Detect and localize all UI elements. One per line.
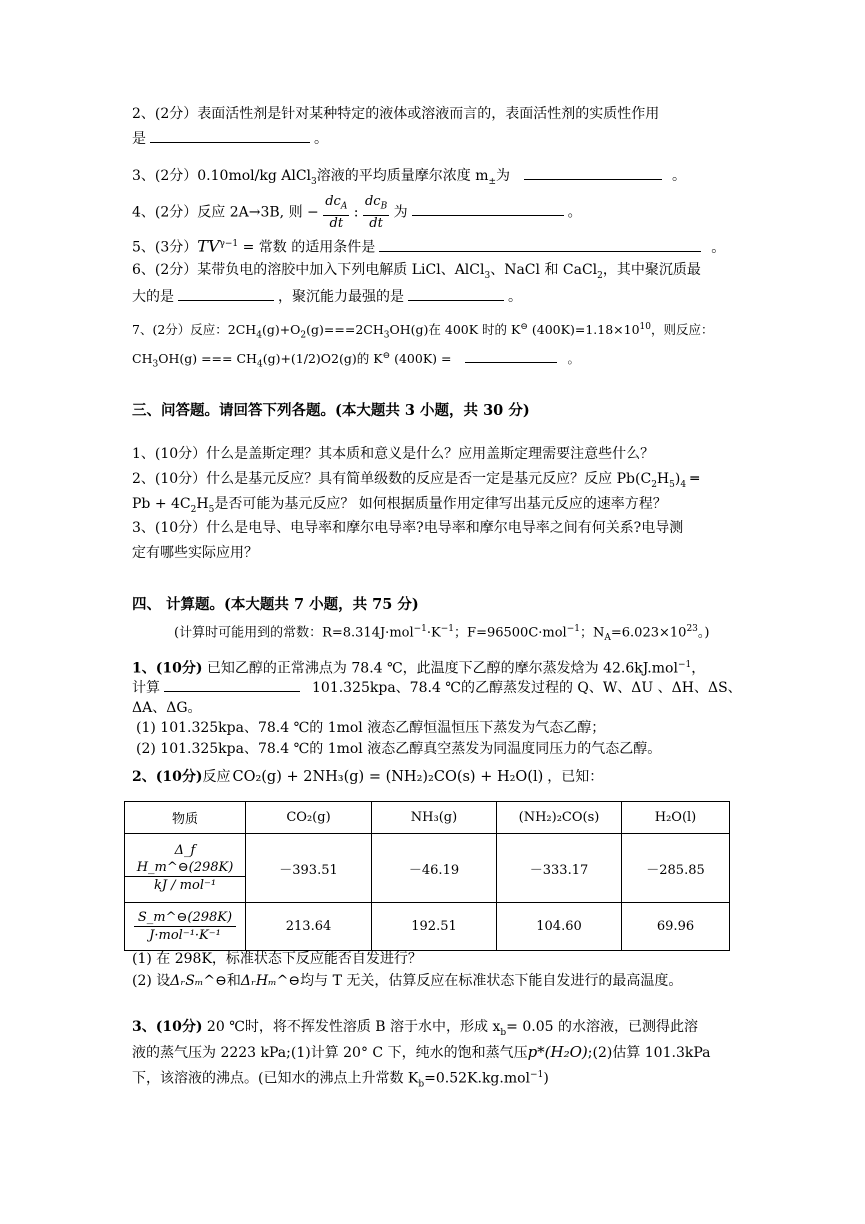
q4-text: 4、(2分）反应 2A→3B, 则 bbox=[132, 204, 303, 221]
q2-end: 。 bbox=[314, 131, 328, 147]
p1-t1: 已知乙醇的正常沸点为 78.4 ℃，此温度下乙醇的摩尔蒸发焓为 42.6kJ.mol bbox=[202, 660, 678, 677]
q2-text: 2、(2分）表面活性剂是针对某种特定的液体或溶液而言的，表面活性剂的实质性作用 bbox=[132, 106, 660, 122]
p2-q1: (1) 在 298K，标准状态下反应能否自发进行？ bbox=[132, 951, 422, 967]
s3q2-t3: ) bbox=[674, 471, 681, 487]
q7-t2: (g)+O bbox=[261, 322, 301, 338]
p2q2-t2: 和 bbox=[226, 973, 241, 989]
q4-line bbox=[132, 194, 582, 231]
p3-line2 bbox=[132, 1042, 710, 1063]
s3q2-t7: 是否可能为基元反应？ 如何根据质量作用定律写出基元反应的速率方程？ bbox=[214, 496, 667, 512]
q3-answer-blank[interactable] bbox=[524, 165, 662, 180]
q3-pm: ± bbox=[488, 176, 497, 187]
q7-s1: 4 bbox=[256, 330, 262, 341]
s3q2-s1: 2 bbox=[651, 479, 657, 490]
q4-den-a: dt bbox=[329, 215, 344, 231]
p3-t1: 20 ℃时，将不挥发性溶质 B 溶于水中，形成 x bbox=[202, 1019, 501, 1035]
q7-t7: CH bbox=[132, 351, 153, 367]
q4-num-a: dc bbox=[325, 194, 341, 209]
const-t5: =6.023×10 bbox=[610, 625, 687, 641]
p3-num: 3、(10分) bbox=[132, 1019, 203, 1035]
q6-text1c: ，其中聚沉质最 bbox=[602, 262, 701, 278]
q4-den-b: dt bbox=[369, 215, 383, 231]
p1-t2b: 101.325kpa、78.4 ℃的乙醇蒸发过程的 Q、W、ΔU 、ΔH、ΔS、 bbox=[312, 680, 742, 696]
q2-answer-blank[interactable] bbox=[150, 128, 310, 143]
s3q2-s3: 4 bbox=[680, 479, 687, 490]
p3-line1 bbox=[132, 1017, 698, 1043]
q6-text1: 6、(2分）某带负电的溶胶中加入下列电解质 LiCl、AlCl bbox=[132, 262, 485, 278]
q6-text2b: ，聚沉能力最强的是 bbox=[278, 289, 404, 305]
s3q2-t4: ═ bbox=[686, 471, 699, 487]
row1-h2o: －285.85 bbox=[622, 834, 730, 903]
s3q2-t5: Pb + 4C bbox=[132, 496, 191, 512]
q7-t9: (g)+(1/2)O2(g)的 K bbox=[262, 351, 383, 367]
s3q2-s4: 2 bbox=[190, 504, 197, 515]
q7-t6: ，则反应： bbox=[650, 322, 714, 338]
const-e2: −1 bbox=[440, 624, 455, 634]
p3-t3b: =0.52K.kg.mol bbox=[424, 1070, 531, 1087]
q6-text2a: 大的是 bbox=[132, 289, 174, 305]
q5-text2: 的适用条件是 bbox=[286, 239, 376, 256]
q4-colon: : bbox=[353, 204, 359, 221]
p2-tb: ，已知： bbox=[547, 769, 604, 785]
q6-line2 bbox=[132, 286, 522, 307]
q7-t4: OH(g)在 400K 时的 K bbox=[389, 322, 521, 338]
p2-ta: 反应 bbox=[202, 769, 231, 785]
q7-s2: 2 bbox=[300, 330, 307, 341]
q4-num-b: dc bbox=[364, 194, 381, 209]
p1-line2 bbox=[132, 677, 742, 698]
row1-co2: －393.51 bbox=[246, 834, 372, 903]
p1-t1end: ， bbox=[691, 660, 706, 677]
q3-line bbox=[132, 165, 686, 192]
p3-t3c: ) bbox=[543, 1070, 549, 1087]
q4-text2: 为 bbox=[393, 204, 408, 221]
p1-line1 bbox=[132, 655, 705, 679]
q7-theta2: ⊖ bbox=[382, 351, 391, 361]
q7-t8: OH(g) === CH bbox=[158, 351, 257, 367]
table-header-row bbox=[125, 802, 730, 834]
row2-label-den: J·mol⁻¹·K⁻¹ bbox=[149, 928, 221, 943]
q3-end: 。 bbox=[672, 168, 687, 184]
q7-s3: 3 bbox=[383, 330, 390, 341]
s3q2-s5: 5 bbox=[208, 504, 215, 515]
q4-minus: − bbox=[307, 204, 319, 221]
p1-sub2: (2) 101.325kpa、78.4 ℃的 1mol 液态乙醇真空蒸发为同温度同压力的气态乙醇。 bbox=[136, 741, 662, 757]
p2q2-sym1: ΔᵣSₘ^⊖ bbox=[170, 973, 227, 989]
q6-blank-1[interactable] bbox=[178, 286, 274, 301]
p3-s1: b bbox=[500, 1027, 507, 1038]
q6-line1 bbox=[132, 260, 701, 286]
q2-start: 是 bbox=[132, 131, 146, 147]
thermo-table bbox=[124, 801, 730, 951]
q4-fraction-a bbox=[323, 194, 349, 231]
const-s1: A bbox=[604, 632, 611, 643]
q7-t1: 7、(2分）反应：2CH bbox=[132, 322, 257, 338]
th-substance: 物质 bbox=[125, 802, 246, 834]
q7-t3: (g)===2CH bbox=[306, 322, 384, 338]
q7-t10: (400K) = bbox=[390, 351, 452, 367]
p3-t1b: = 0.05 的水溶液，已测得此溶 bbox=[506, 1019, 698, 1035]
row2-label-num: S_m^⊖(298K) bbox=[134, 909, 236, 927]
q7-t5: (400K)=1.18×10 bbox=[527, 322, 640, 338]
q5-answer-blank[interactable] bbox=[379, 237, 701, 252]
const-e4: 23 bbox=[686, 624, 698, 634]
q3-text: 3、(2分）0.10mol/kg AlCl bbox=[132, 168, 312, 184]
q7-line1 bbox=[132, 317, 714, 346]
s3q2-t2: H bbox=[656, 471, 670, 487]
const-t3: ；F=96500C·mol bbox=[454, 625, 567, 641]
s3-q1: 1、(10分）什么是盖斯定理？其本质和意义是什么？应用盖斯定理需要注意些什么？ bbox=[132, 446, 655, 462]
th-nh3: NH₃(g) bbox=[372, 802, 497, 834]
q6-blank-2[interactable] bbox=[408, 286, 504, 301]
s3q2-s2: 5 bbox=[669, 479, 675, 490]
s3q2-t6: H bbox=[196, 496, 209, 512]
p3-sym: p*(H₂O) bbox=[527, 1043, 588, 1061]
const-t4: ；N bbox=[580, 625, 605, 641]
const-t6: 。) bbox=[697, 625, 710, 641]
p3-t3a: 下，该溶液的沸点。(已知水的沸点上升常数 K bbox=[132, 1070, 419, 1087]
q7-s4: 3 bbox=[152, 359, 159, 370]
q5-text: 5、(3分） bbox=[132, 239, 198, 256]
p3-line3 bbox=[132, 1065, 549, 1094]
th-co2: CO₂(g) bbox=[246, 802, 372, 834]
p2-q2 bbox=[132, 971, 682, 991]
q2-line1 bbox=[132, 104, 659, 124]
p3-s2: b bbox=[418, 1079, 425, 1090]
q6-sub2: 2 bbox=[597, 270, 603, 281]
q5-formula: TV bbox=[197, 236, 220, 256]
constants-line bbox=[174, 619, 709, 648]
q7-answer-blank[interactable] bbox=[465, 348, 557, 363]
row1-urea: －333.17 bbox=[497, 834, 622, 903]
q4-fraction-b bbox=[363, 194, 389, 231]
q7-s5: 4 bbox=[256, 359, 263, 370]
q7-exp: 10 bbox=[639, 322, 651, 332]
p1-t2a: 计算 bbox=[132, 680, 160, 696]
row2-label bbox=[125, 903, 246, 951]
q7-line2 bbox=[132, 346, 580, 375]
row2-co2: 213.64 bbox=[246, 903, 372, 951]
q7-end: 。 bbox=[567, 351, 580, 367]
p2-num: 2、(10分) bbox=[132, 769, 203, 785]
q3-text3: 为 bbox=[496, 168, 511, 184]
row2-urea: 104.60 bbox=[497, 903, 622, 951]
q5-eq: = 常数 bbox=[238, 239, 287, 256]
section3-title: 三、问答题。请回答下列各题。(本大题共 3 小题，共 30 分) bbox=[132, 402, 530, 419]
p1-exp: −1 bbox=[677, 660, 692, 670]
s3-q3-line1: 3、(10分）什么是电导、电导率和摩尔电导率?电导率和摩尔电导率之间有何关系?电导测 bbox=[132, 520, 684, 536]
const-e1: −1 bbox=[413, 624, 427, 634]
q2-line2 bbox=[132, 128, 328, 149]
p2-line bbox=[132, 767, 603, 787]
s3q2-t1: 2、(10分）什么是基元反应？具有简单级数的反应是否一定是基元反应？反应 Pb(C bbox=[132, 471, 652, 487]
row1-label-num: Δ_f H_m^⊖(298K) bbox=[125, 842, 245, 877]
q3-sub: 3 bbox=[311, 176, 317, 187]
q4-num-a-sub: A bbox=[340, 201, 348, 212]
const-e3: −1 bbox=[566, 624, 580, 634]
q7-theta: ⊖ bbox=[520, 322, 528, 332]
p1-line3: ΔA、ΔG。 bbox=[132, 700, 202, 716]
q4-num-b-sub: B bbox=[380, 201, 388, 212]
p3-t2a: 液的蒸气压为 2223 kPa;(1)计算 20° C 下，纯水的饱和蒸气压 bbox=[132, 1045, 528, 1061]
row2-nh3: 192.51 bbox=[372, 903, 497, 951]
table-row bbox=[125, 834, 730, 903]
q6-text1b: 、NaCl 和 CaCl bbox=[490, 262, 598, 278]
p3-t2b: ;(2)估算 101.3kPa bbox=[587, 1045, 711, 1061]
p2q2-t1: (2) 设 bbox=[132, 973, 171, 989]
const-t2: ·K bbox=[426, 625, 441, 641]
p2q2-t3: 均与 T 无关，估算反应在标准状态下能自发进行的最高温度。 bbox=[300, 973, 683, 989]
p1-num: 1、(10分) bbox=[132, 660, 203, 677]
q3-text2: 溶液的平均质量摩尔浓度 m bbox=[316, 168, 489, 184]
row2-h2o: 69.96 bbox=[622, 903, 730, 951]
th-urea: (NH₂)₂CO(s) bbox=[497, 802, 622, 834]
q5-end: 。 bbox=[711, 239, 726, 256]
const-t1: (计算时可能用到的常数：R=8.314J·mol bbox=[174, 625, 414, 641]
p1-sub1: (1) 101.325kpa、78.4 ℃的 1mol 液态乙醇恒温恒压下蒸发为气态乙醇； bbox=[136, 720, 606, 736]
section4-title: 四、 计算题。(本大题共 7 小题，共 75 分) bbox=[132, 596, 419, 613]
p3-exp: −1 bbox=[530, 1070, 544, 1080]
q5-line bbox=[132, 234, 725, 258]
s3-q3-line2: 定有哪些实际应用？ bbox=[132, 545, 258, 561]
q6-sub1: 3 bbox=[484, 270, 491, 281]
q4-answer-blank[interactable] bbox=[412, 201, 564, 216]
s3-q2-line1 bbox=[132, 469, 699, 495]
row1-label-den: kJ / mol⁻¹ bbox=[153, 878, 217, 893]
row1-label bbox=[125, 834, 246, 903]
row1-nh3: －46.19 bbox=[372, 834, 497, 903]
p2-equation: CO₂(g) + 2NH₃(g) = (NH₂)₂CO(s) + H₂O(l) bbox=[232, 769, 544, 785]
s3-q2-line2 bbox=[132, 494, 667, 520]
q6-end: 。 bbox=[508, 289, 522, 305]
p1-blank[interactable] bbox=[164, 677, 300, 692]
th-h2o: H₂O(l) bbox=[622, 802, 730, 834]
p2q2-sym2: ΔᵣHₘ^⊖ bbox=[240, 973, 301, 989]
q5-exp: γ−1 bbox=[219, 239, 239, 249]
q4-end: 。 bbox=[567, 204, 582, 221]
table-row bbox=[125, 903, 730, 951]
